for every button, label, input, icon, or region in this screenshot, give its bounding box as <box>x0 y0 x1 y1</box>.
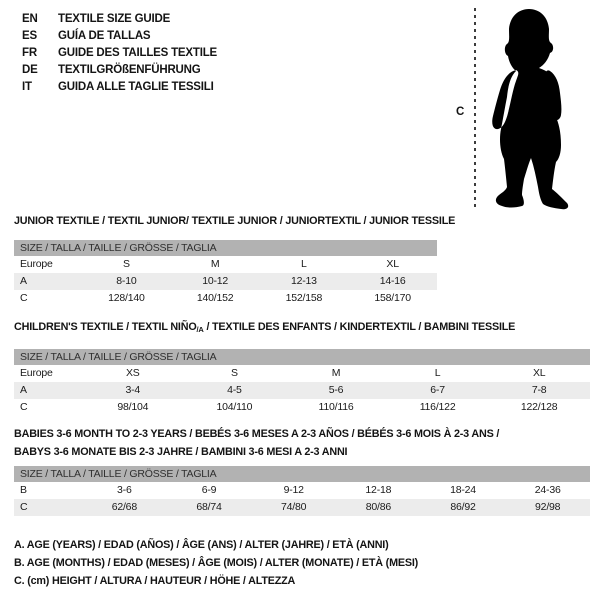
children-title-subscript: /A <box>196 325 204 334</box>
guide-title-it: GUIDA ALLE TAGLIE TESSILI <box>58 81 214 93</box>
size-cell: L <box>301 258 307 270</box>
junior-section-title: JUNIOR TEXTILE / TEXTIL JUNIOR/ TEXTILE JUNIOR / JUNIORTEXTIL / JUNIOR TESSILE <box>14 215 456 227</box>
height-measure-dashed-line <box>474 8 476 208</box>
size-cell: 80/86 <box>365 501 391 513</box>
size-cell: 92/98 <box>535 501 561 513</box>
table-row-age-months <box>14 482 590 499</box>
table-row-europe <box>14 365 590 382</box>
size-cell: 104/110 <box>216 401 253 413</box>
size-cell: 6-7 <box>430 384 445 396</box>
size-cell: 7-8 <box>531 384 547 396</box>
size-cell: 74/80 <box>281 501 307 513</box>
row-label: B <box>20 484 27 496</box>
legend-line-c: C. (cm) HEIGHT / ALTURA / HAUTEUR / HÖHE / ALTEZZA <box>14 575 296 587</box>
size-cell: 4-5 <box>227 384 242 396</box>
table-row-height <box>14 499 590 516</box>
language-code: EN <box>22 13 38 25</box>
table-row-age <box>14 273 437 290</box>
table-row-height <box>14 399 590 416</box>
size-cell: 14-16 <box>379 275 406 287</box>
junior-size-table <box>14 240 437 307</box>
language-code: FR <box>22 47 37 59</box>
size-cell: XS <box>125 367 140 379</box>
table-row-europe <box>14 256 437 273</box>
language-row-it <box>22 79 217 96</box>
size-cell: M <box>331 367 341 379</box>
size-cell: 18-24 <box>450 484 476 496</box>
row-label: Europe <box>20 258 53 270</box>
language-row-de <box>22 62 217 79</box>
language-row-en <box>22 11 217 28</box>
table-row-height <box>14 290 437 307</box>
legend-line-a: A. AGE (YEARS) / EDAD (AÑOS) / ÂGE (ANS) / ALTER (JAHRE) / ETÀ (ANNI) <box>14 539 389 551</box>
size-cell: 158/170 <box>374 292 411 304</box>
baby-silhouette-icon <box>479 6 579 211</box>
size-cell: 152/158 <box>285 292 323 304</box>
language-code: ES <box>22 30 37 42</box>
size-cell: 9-12 <box>283 484 304 496</box>
guide-title-de: TEXTILGRÖßENFÜHRUNG <box>58 64 201 76</box>
size-cell: 3-4 <box>125 384 141 396</box>
size-cell: 68/74 <box>196 501 222 513</box>
babies-section-title <box>14 426 499 461</box>
children-size-table <box>14 349 590 416</box>
measurement-legend <box>14 536 418 590</box>
size-cell: 110/116 <box>318 401 354 413</box>
babies-title-line-1: BABIES 3-6 MONTH TO 2-3 YEARS / BEBÉS 3-6 MESES A 2-3 AÑOS / BÉBÉS 3-6 MOIS À 2-3 ANS / <box>14 428 500 440</box>
size-cell: XL <box>532 367 546 379</box>
row-label: C <box>20 292 28 304</box>
children-title-part: / TEXTILE DES ENFANTS / KINDERTEXTIL / BAMBINI TESSILE <box>203 321 516 333</box>
size-cell: 12-13 <box>290 275 317 287</box>
size-cell: 98/104 <box>117 401 149 413</box>
language-row-es <box>22 28 217 45</box>
language-code: IT <box>22 81 32 93</box>
size-cell: 116/122 <box>419 401 456 413</box>
children-title-part: CHILDREN'S TEXTILE / TEXTIL NIÑO <box>14 321 197 333</box>
size-header-bar: SIZE / TALLA / TAILLE / GRÖSSE / TAGLIA <box>14 240 437 256</box>
babies-title-line-2: BABYS 3-6 MONATE BIS 2-3 JAHRE / BAMBINI 3-6 MESI A 2-3 ANNI <box>14 445 348 458</box>
size-cell: 12-18 <box>365 484 392 496</box>
legend-line-b: B. AGE (MONTHS) / EDAD (MESES) / ÂGE (MOIS) / ALTER (MONATE) / ETÀ (MESI) <box>14 557 419 569</box>
children-section-title <box>14 321 515 336</box>
size-cell: 140/152 <box>196 292 234 304</box>
size-cell: M <box>210 258 220 270</box>
size-cell: XL <box>386 258 399 270</box>
size-header-bar: SIZE / TALLA / TAILLE / GRÖSSE / TAGLIA <box>14 349 590 365</box>
size-cell: 122/128 <box>520 401 558 413</box>
guide-title-es: GUÍA DE TALLAS <box>58 30 151 42</box>
height-measure-label-c: C <box>455 106 465 118</box>
row-label: C <box>20 501 28 513</box>
size-cell: 6-9 <box>201 484 217 496</box>
size-cell: 10-12 <box>202 275 229 287</box>
size-cell: 8-10 <box>116 275 137 287</box>
row-label: C <box>20 401 28 413</box>
language-row-fr <box>22 45 217 62</box>
size-cell: 24-36 <box>534 484 561 496</box>
row-label: A <box>20 275 27 287</box>
row-label: A <box>20 384 27 396</box>
guide-title-fr: GUIDE DES TAILLES TEXTILE <box>58 47 217 59</box>
guide-title-en: TEXTILE SIZE GUIDE <box>58 13 171 25</box>
size-cell: L <box>434 367 441 379</box>
size-header-bar: SIZE / TALLA / TAILLE / GRÖSSE / TAGLIA <box>14 466 590 482</box>
size-cell: 5-6 <box>328 384 344 396</box>
language-code: DE <box>22 64 38 76</box>
size-cell: 86/92 <box>450 501 476 513</box>
size-cell: 128/140 <box>108 292 145 304</box>
size-cell: S <box>122 258 130 270</box>
row-label: Europe <box>20 367 53 379</box>
table-row-age <box>14 382 590 399</box>
size-cell: S <box>230 367 238 379</box>
size-cell: 3-6 <box>117 484 132 496</box>
babies-size-table <box>14 466 590 516</box>
size-cell: 62/68 <box>111 501 137 513</box>
title-language-list <box>22 11 217 96</box>
